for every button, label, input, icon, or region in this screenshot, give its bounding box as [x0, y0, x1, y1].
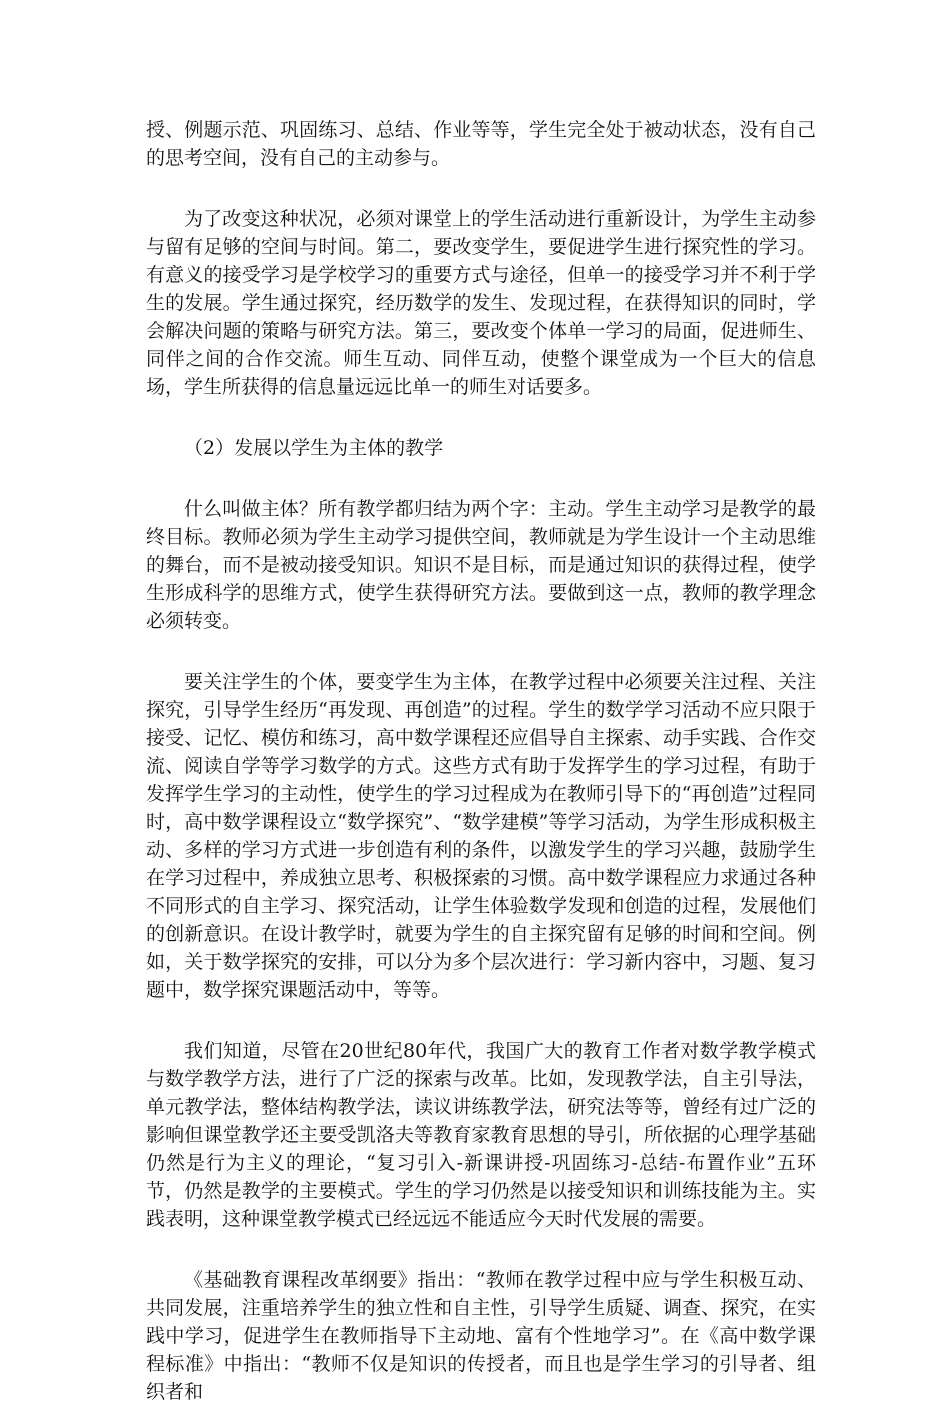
document-body: [146, 116, 816, 1406]
paragraph-teaching-reform-history: 我们知道，尽管在20世纪80年代，我国广大的教育工作者对数学教学模式与数学教学方法，进行了广泛的探索与改革。比如，发现教学法，自主引导法，单元教学法，整体结构教学法，读议讲练教学法，研究法等等，曾经有过广泛的影响但课堂教学还主要受凯洛夫等教育家教育思想的导引，所依据的心理学基础仍然是行为主义的理论，“复习引入-新课讲授-巩固练习-总结-布置作业”五环节，仍然是教学的主要模式。学生的学习仍然是以接受知识和训练技能为主。实践表明，这种课堂教学模式已经远远不能适应今天时代发展的需要。: [146, 1040, 816, 1230]
paragraph-redesign-activities: 为了改变这种状况，必须对课堂上的学生活动进行重新设计，为学生主动参与留有足够的空间与时间。第二，要改变学生，要促进学生进行探究性的学习。有意义的接受学习是学校学习的重要方式与途径，但单一的接受学习并不利于学生的发展。学生通过探究，经历数学的发生、发现过程，在获得知识的同时，学会解决问题的策略与研究方法。第三，要改变个体单一学习的局面，促进师生、同伴之间的合作交流。师生互动、同伴互动，使整个课堂成为一个巨大的信息场，学生所获得的信息量远远比单一的师生对话要多。: [146, 208, 816, 398]
paragraph-what-is-subject: 什么叫做主体？所有教学都归结为两个字：主动。学生主动学习是教学的最终目标。教师必须为学生主动学习提供空间，教师就是为学生设计一个主动思维的舞台，而不是被动接受知识。知识不是目标，而是通过知识的获得过程，使学生形成科学的思维方式，使学生获得研究方法。要做到这一点，教师的教学理念必须转变。: [146, 498, 816, 632]
paragraph-focus-on-individual: 要关注学生的个体，要变学生为主体，在教学过程中必须要关注过程、关注探究，引导学生经历“再发现、再创造”的过程。学生的数学学习活动不应只限于接受、记忆、模仿和练习，高中数学课程还应倡导自主探索、动手实践、合作交流、阅读自学等学习数学的方式。这些方式有助于发挥学生的学习过程，有助于发挥学生学习的主动性，使学生的学习过程成为在教师引导下的“再创造”过程同时，高中数学课程设立“数学探究”、“数学建模”等学习活动，为学生形成积极主动、多样的学习方式进一步创造有利的条件，以激发学生的学习兴趣，鼓励学生在学习过程中，养成独立思考、积极探索的习惯。高中数学课程应力求通过各种不同形式的自主学习、探究活动，让学生体验数学发现和创造的过程，发展他们的创新意识。在设计教学时，就要为学生的自主探究留有足够的时间和空间。例如，关于数学探究的安排，可以分为多个层次进行：学习新内容中，习题、复习题中，数学探究课题活动中，等等。: [146, 671, 816, 1001]
paragraph-curriculum-outline: 《基础教育课程改革纲要》指出：“教师在教学过程中应与学生积极互动、共同发展，注重培养学生的独立性和自主性，引导学生质疑、调查、探究，在实践中学习，促进学生在教师指导下主动地、富有个性地学习”。在《高中数学课程标准》中指出：“教师不仅是知识的传授者，而且也是学生学习的引导者、组织者和: [146, 1269, 816, 1403]
section-heading: （2）发展以学生为主体的教学: [184, 437, 444, 459]
paragraph-continuation: 授、例题示范、巩固练习、总结、作业等等，学生完全处于被动状态，没有自己的思考空间，没有自己的主动参与。: [146, 119, 816, 169]
